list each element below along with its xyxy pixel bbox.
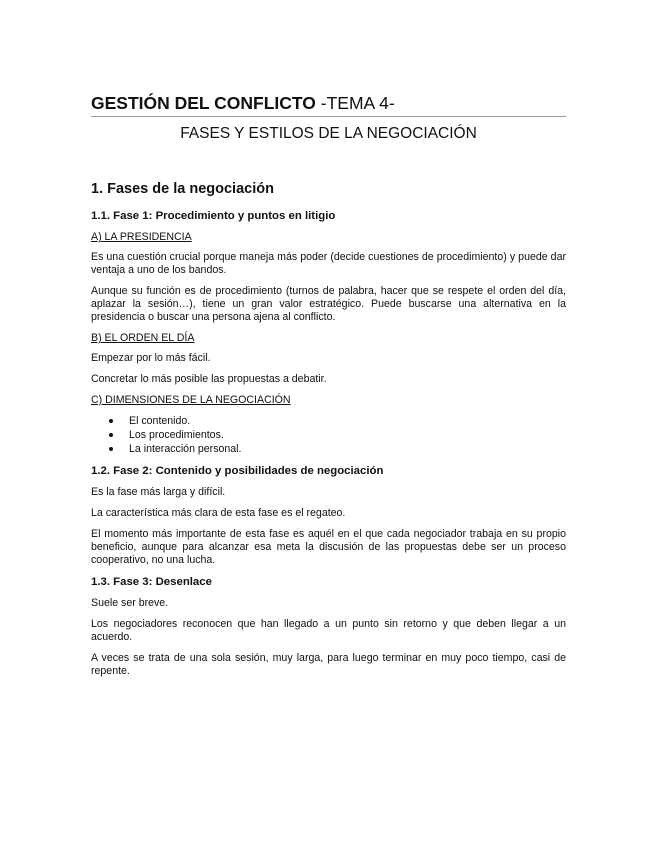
paragraph: Suele ser breve. xyxy=(91,597,169,609)
subheading-dimensiones: C) DIMENSIONES DE LA NEGOCIACIÓN xyxy=(91,394,291,406)
paragraph: El momento más importante de esta fase es aquél en el que cada negociador trabaja en su propio beneficio, aunque para alcanzar esa meta la discusión de las propuestas debe ser un proceso cooperativo, no una lucha. xyxy=(91,528,566,566)
document-topic: -TEMA 4- xyxy=(315,93,395,113)
document-subtitle: FASES Y ESTILOS DE LA NEGOCIACIÓN xyxy=(180,125,477,142)
paragraph: La característica más clara de esta fase es el regateo. xyxy=(91,507,346,519)
paragraph: Empezar por lo más fácil. xyxy=(91,352,211,364)
paragraph: Concretar lo más posible las propuestas a debatir. xyxy=(91,373,327,385)
document-body xyxy=(91,179,566,686)
subheading-presidencia: A) LA PRESIDENCIA xyxy=(91,231,192,243)
subsection-heading-fase2: 1.2. Fase 2: Contenido y posibilidades de negociación xyxy=(91,465,384,477)
list-item: La interacción personal. xyxy=(91,442,566,456)
bullet-icon xyxy=(109,433,113,437)
document-header xyxy=(91,92,566,117)
document-title: GESTIÓN DEL CONFLICTO xyxy=(91,93,316,113)
paragraph: Aunque su función es de procedimiento (turnos de palabra, hacer que se respete el orden del día, aplazar la sesión…), tiene un gran valor estratégico. Puede buscarse una alternativa en la presidencia o buscar una persona ajena al conflicto. xyxy=(91,285,566,323)
list-item: El contenido. xyxy=(91,414,566,428)
bullet-icon xyxy=(109,447,113,451)
dimensions-list xyxy=(91,414,566,456)
paragraph: Es una cuestión crucial porque maneja más poder (decide cuestiones de procedimiento) y puede dar ventaja a uno de los bandos. xyxy=(91,251,566,276)
paragraph: Es la fase más larga y difícil. xyxy=(91,486,226,498)
list-item: Los procedimientos. xyxy=(91,428,566,442)
paragraph: A veces se trata de una sola sesión, muy larga, para luego terminar en muy poco tiempo, casi de repente. xyxy=(91,652,566,677)
subsection-heading-fase3: 1.3. Fase 3: Desenlace xyxy=(91,576,212,588)
subsection-heading-fase1: 1.1. Fase 1: Procedimiento y puntos en litigio xyxy=(91,210,336,222)
bullet-icon xyxy=(109,419,113,423)
subheading-orden-dia: B) EL ORDEN EL DÍA xyxy=(91,332,195,344)
paragraph: Los negociadores reconocen que han llegado a un punto sin retorno y que deben llegar a un acuerdo. xyxy=(91,618,566,643)
section-heading: 1. Fases de la negociación xyxy=(91,181,274,197)
